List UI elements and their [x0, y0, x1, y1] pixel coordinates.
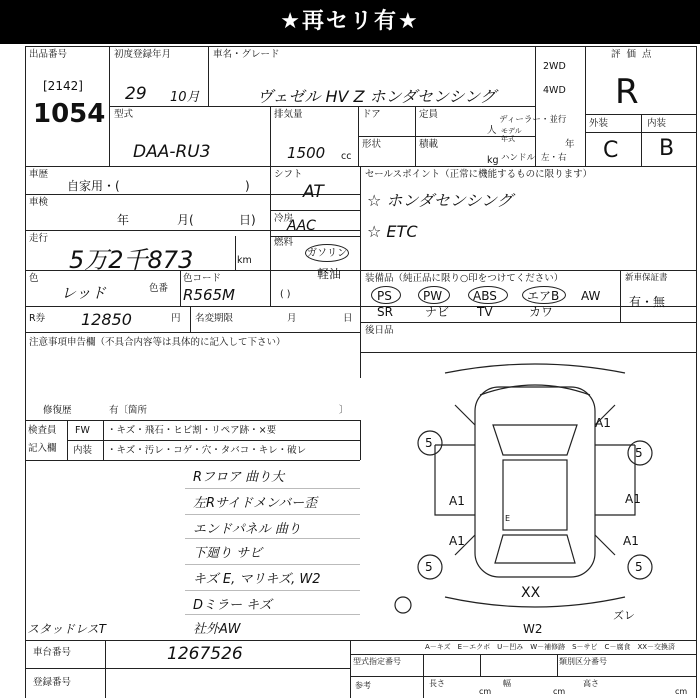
mark-a1-front-right: A1 — [595, 416, 611, 430]
ref-length: 長さ — [429, 679, 445, 688]
model-name-value: ヴェゼル HV Z ホンダセンシング — [257, 87, 496, 106]
fuel-diesel: 軽油 — [317, 267, 342, 281]
displacement-label: 排気量 — [274, 109, 303, 120]
mileage-value: 5万2千873 — [69, 246, 194, 274]
equip-abs-circle — [468, 286, 508, 304]
model-name-label: 車名・グレード — [213, 49, 280, 60]
relisting-banner: ★再セリ有★ — [0, 0, 700, 44]
recycle-unit: 円 — [171, 313, 181, 324]
car-rear-fenders — [455, 535, 615, 555]
mark-a1-left-2: A1 — [449, 534, 465, 548]
car-front-fenders — [455, 405, 615, 425]
repair-history-label: 修復歴 — [43, 405, 72, 416]
chassis-label: 車台番号 — [33, 647, 72, 658]
equip-aw: AW — [581, 289, 601, 303]
note-4: 下廻り サビ — [193, 546, 263, 561]
sales-point-2: ☆ ETC — [367, 222, 418, 241]
sales-point-1: ☆ ホンダセンシング — [367, 191, 513, 210]
inspector-interior-items: ・キズ・汚レ・コゲ・穴・タバコ・キレ・破レ — [107, 445, 307, 456]
mark-tire-rl: 5 — [425, 560, 433, 574]
mark-xx: XX — [521, 585, 541, 601]
note-3: エンドパネル 曲り — [193, 522, 301, 537]
mark-w2: W2 — [523, 622, 543, 635]
color-no-label: 色番 — [149, 283, 169, 294]
model-code-value: DAA-RU3 — [133, 142, 211, 162]
mark-zure: ズレ — [613, 609, 635, 622]
lot-code: [2142] — [43, 79, 83, 93]
equip-ps: PS — [377, 289, 392, 303]
inspector-label: 検査員 — [28, 425, 57, 436]
equip-ps-circle — [371, 286, 401, 304]
first-registration-label: 初度登録年月 — [114, 49, 172, 60]
equip-pw-circle — [418, 286, 450, 304]
color-code-label: 色コード — [183, 273, 222, 284]
fuel-gasoline-circle — [305, 244, 349, 262]
load-unit: kg — [487, 155, 499, 166]
interior-value: B — [659, 136, 675, 161]
capacity-label: 定員 — [419, 109, 439, 120]
displacement-value: 1500 — [287, 144, 326, 162]
inspector-interior-label: 内装 — [73, 445, 93, 456]
equip-airbag-circle — [522, 286, 566, 304]
mark-a1-right: A1 — [625, 492, 641, 506]
equipment-label: 装備品（純正品に限り○印をつけてください） — [365, 273, 564, 284]
door-label: ドア — [362, 109, 381, 120]
dealer-label: ディーラー・並行 — [499, 115, 567, 125]
inspection-year: 年 — [117, 213, 130, 227]
shape-label: 形状 — [362, 139, 382, 150]
equip-tv: TV — [477, 305, 493, 319]
equip-sr: SR — [377, 305, 393, 319]
capacity-unit: 人 — [487, 125, 497, 136]
mark-e: E — [505, 514, 511, 523]
mileage-label: 走行 — [29, 233, 49, 244]
repair-history-close: 〕 — [339, 405, 349, 416]
registration-month: 10月 — [170, 90, 200, 105]
note-5: キズ E, マリキズ, W2 — [193, 572, 321, 587]
lot-number: 1054 — [33, 99, 106, 129]
warranty-value: 有・無 — [629, 295, 666, 309]
inspector-exterior-items: ・キズ・飛石・ヒビ割・リペア跡・×要 — [107, 425, 277, 436]
lot-number-label: 出品番号 — [29, 49, 68, 60]
fuel-paren: ( ) — [280, 289, 291, 300]
interior-label: 内装 — [647, 118, 667, 129]
shift-label: シフト — [274, 169, 303, 180]
score-value: R — [615, 72, 639, 112]
damage-legend: A－キズ E－エクボ U－凹み W－補修跡 S－サビ C－腐食 XX－交換済 — [425, 643, 676, 651]
warranty-label: 新車保証書 — [625, 273, 668, 283]
model-year-unit: 年 — [565, 139, 575, 150]
inspector-fw: FW — [75, 425, 90, 436]
car-damage-diagram — [385, 335, 685, 635]
mark-tire-fr: 5 — [635, 446, 643, 460]
handle-label: ハンドル — [501, 153, 536, 163]
history-label: 車歴 — [29, 169, 49, 180]
chassis-value: 1267526 — [167, 644, 243, 664]
history-close: ) — [245, 179, 250, 193]
name-change-day: 日 — [343, 313, 353, 324]
aircon-label: 冷房 — [274, 213, 294, 224]
name-change-label: 名変期限 — [195, 313, 234, 324]
mark-a1-left-1: A1 — [449, 494, 465, 508]
model-year-label: モデル年式 — [501, 127, 522, 143]
class-code-label: 類別区分番号 — [559, 657, 607, 666]
note-2: 左Rサイドメンバー歪 — [193, 496, 318, 511]
ref-height: 高さ — [583, 679, 599, 688]
drive-2wd: 2WD — [543, 61, 566, 72]
mark-a1-right-rear: A1 — [623, 534, 639, 548]
drive-4wd: 4WD — [543, 85, 566, 96]
aircon-value: AAC — [287, 218, 316, 234]
type-designation-label: 型式指定番号 — [353, 657, 401, 666]
equip-navi: ナビ — [425, 305, 450, 319]
ref-length-unit: cm — [479, 687, 492, 696]
fuel-gasoline: ガソリン — [307, 248, 347, 259]
mark-tire-rr: 5 — [635, 560, 643, 574]
inspection-month: 月( — [177, 213, 194, 227]
fuel-label: 燃料 — [274, 237, 294, 248]
ref-width: 幅 — [503, 679, 511, 688]
model-code-label: 型式 — [114, 109, 134, 120]
history-value: 自家用・( — [67, 179, 120, 193]
mark-tire-fl: 5 — [425, 436, 433, 450]
equip-pw: PW — [423, 289, 443, 303]
sales-points-label: セールスポイント（正常に機能するものに限ります） — [365, 169, 593, 180]
load-label: 積載 — [419, 139, 439, 150]
mileage-unit: km — [237, 255, 252, 266]
registration-number-label: 登録番号 — [33, 677, 72, 688]
car-windshield — [493, 425, 577, 455]
repair-history-value: 有〔箇所 — [109, 405, 148, 416]
post-item-label: 後日品 — [365, 325, 394, 336]
inspection-day: 日) — [239, 213, 256, 227]
name-change-month: 月 — [287, 313, 297, 324]
equip-airbag: エアB — [527, 289, 560, 303]
recycle-value: 12850 — [81, 310, 132, 329]
color-label: 色 — [29, 273, 39, 284]
entry-label: 記入欄 — [28, 443, 57, 454]
car-rear-window — [495, 535, 575, 563]
car-front-bumper — [445, 364, 625, 373]
studless-note: スタッドレスT — [27, 622, 106, 636]
spare-tire-circle — [395, 597, 411, 613]
equip-abs: ABS — [473, 289, 497, 303]
car-roof — [503, 460, 567, 530]
exterior-value: C — [603, 138, 619, 163]
note-7: 社外AW — [193, 622, 241, 637]
recycle-label: R券 — [29, 313, 46, 324]
exterior-label: 外装 — [589, 118, 609, 129]
score-label: 評価点 — [611, 49, 658, 60]
color-code-value: R565M — [183, 286, 235, 304]
notes-label: 注意事項申告欄（不具合内容等は具体的に記入して下さい） — [29, 337, 286, 348]
note-6: Dミラー キズ — [193, 598, 272, 613]
ref-height-unit: cm — [675, 687, 688, 696]
displacement-unit: cc — [341, 151, 352, 162]
shift-value: AT — [303, 182, 324, 202]
ref-label: 参考 — [355, 681, 371, 690]
equip-leather: カワ — [529, 305, 554, 319]
car-body-outline — [475, 387, 595, 577]
inspection-label: 車検 — [29, 197, 49, 208]
handle-options: 左・右 — [541, 153, 567, 163]
ref-width-unit: cm — [553, 687, 566, 696]
color-value: レッド — [61, 284, 106, 302]
note-1: Rフロア 曲り大 — [193, 470, 285, 485]
registration-year: 29 — [125, 84, 147, 104]
